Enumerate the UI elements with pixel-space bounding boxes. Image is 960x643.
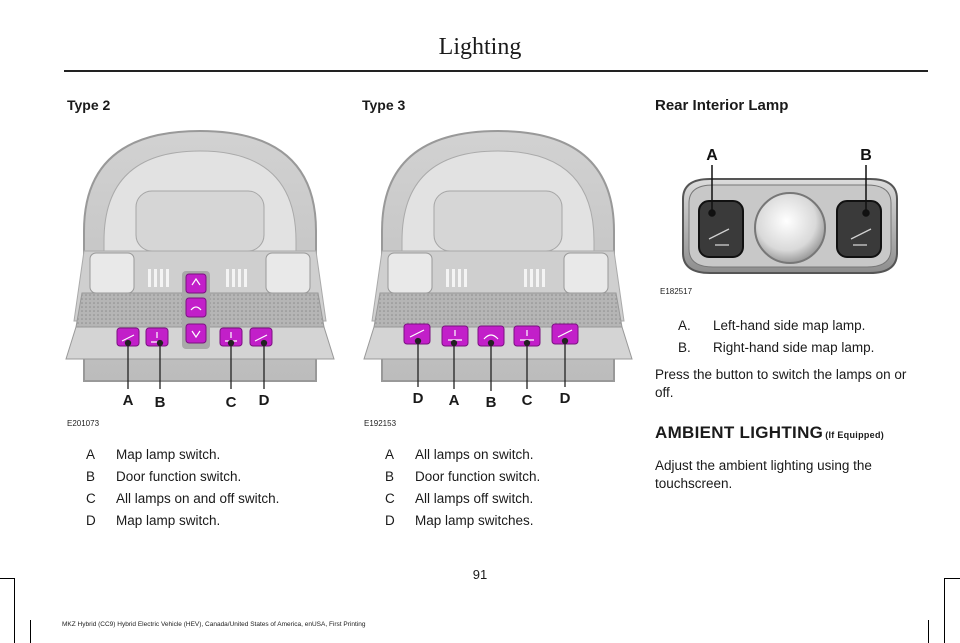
crop-mark	[944, 578, 945, 643]
type2-callout: A	[122, 392, 134, 409]
item-key: B	[385, 469, 395, 484]
list-item	[385, 466, 625, 488]
list-item	[678, 337, 918, 359]
item-key: A	[385, 447, 395, 462]
item-text: Door function switch.	[415, 469, 541, 484]
ambient-lighting-heading	[655, 423, 884, 443]
list-item	[385, 488, 625, 510]
type2-legend-list	[86, 444, 326, 532]
type3-legend-list	[385, 444, 625, 532]
item-text: Map lamp switches.	[415, 513, 534, 528]
page-number: 91	[472, 567, 488, 582]
rear-lamp-figure	[655, 121, 925, 301]
type2-figure-code: E201073	[67, 419, 100, 428]
item-key: A	[86, 447, 96, 462]
list-item	[86, 466, 326, 488]
item-key: B.	[678, 340, 691, 355]
list-item	[86, 510, 326, 532]
type3-figure-code: E192153	[364, 419, 397, 428]
item-key: B	[86, 469, 96, 484]
heading-note: (If Equipped)	[825, 430, 885, 440]
heading-text: AMBIENT LIGHTING	[655, 423, 824, 442]
type3-callout: D	[412, 390, 424, 407]
page-header-title: Lighting	[438, 34, 522, 60]
rear-lamp-paragraph: Press the button to switch the lamps on or off.	[655, 367, 907, 400]
item-text: All lamps on and off switch.	[116, 491, 280, 506]
type2-callout: B	[154, 394, 166, 411]
list-item	[385, 510, 625, 532]
type2-callout: D	[258, 392, 270, 409]
crop-mark	[30, 620, 31, 643]
item-key: C	[86, 491, 96, 506]
type2-console-figure	[64, 121, 336, 433]
item-text: Map lamp switch.	[116, 447, 221, 462]
list-item	[86, 488, 326, 510]
item-key: D	[385, 513, 395, 528]
type3-callout: C	[521, 392, 533, 409]
list-item	[678, 315, 918, 337]
crop-mark	[14, 578, 15, 643]
item-text: Map lamp switch.	[116, 513, 221, 528]
type3-title: Type 3	[362, 97, 406, 113]
header-divider	[64, 70, 928, 72]
footer-text: MKZ Hybrid (CC9) Hybrid Electric Vehicle (HEV), Canada/United States of America, enUSA, First Printing	[62, 621, 366, 628]
type3-callout: B	[485, 394, 497, 411]
item-text: Door function switch.	[116, 469, 242, 484]
type2-callout: C	[225, 394, 237, 411]
item-text: Right-hand side map lamp.	[713, 340, 875, 355]
type3-callout: A	[448, 392, 460, 409]
list-item	[86, 444, 326, 466]
list-item	[385, 444, 625, 466]
rear-lamp-title: Rear Interior Lamp	[655, 97, 789, 114]
rear-callout: B	[860, 147, 872, 164]
crop-mark	[928, 620, 929, 643]
item-text: All lamps off switch.	[415, 491, 534, 506]
item-key: A.	[678, 318, 691, 333]
item-key: D	[86, 513, 96, 528]
item-text: Left-hand side map lamp.	[713, 318, 866, 333]
rear-callout: A	[706, 147, 718, 164]
item-text: All lamps on switch.	[415, 447, 534, 462]
ambient-lighting-paragraph: Adjust the ambient lighting using the touchscreen.	[655, 458, 872, 491]
item-key: C	[385, 491, 395, 506]
rear-figure-code: E182517	[660, 287, 693, 296]
type3-console-figure	[362, 121, 634, 433]
type2-title: Type 2	[67, 97, 111, 113]
type3-callout: D	[559, 390, 571, 407]
rear-legend-list	[678, 315, 918, 359]
